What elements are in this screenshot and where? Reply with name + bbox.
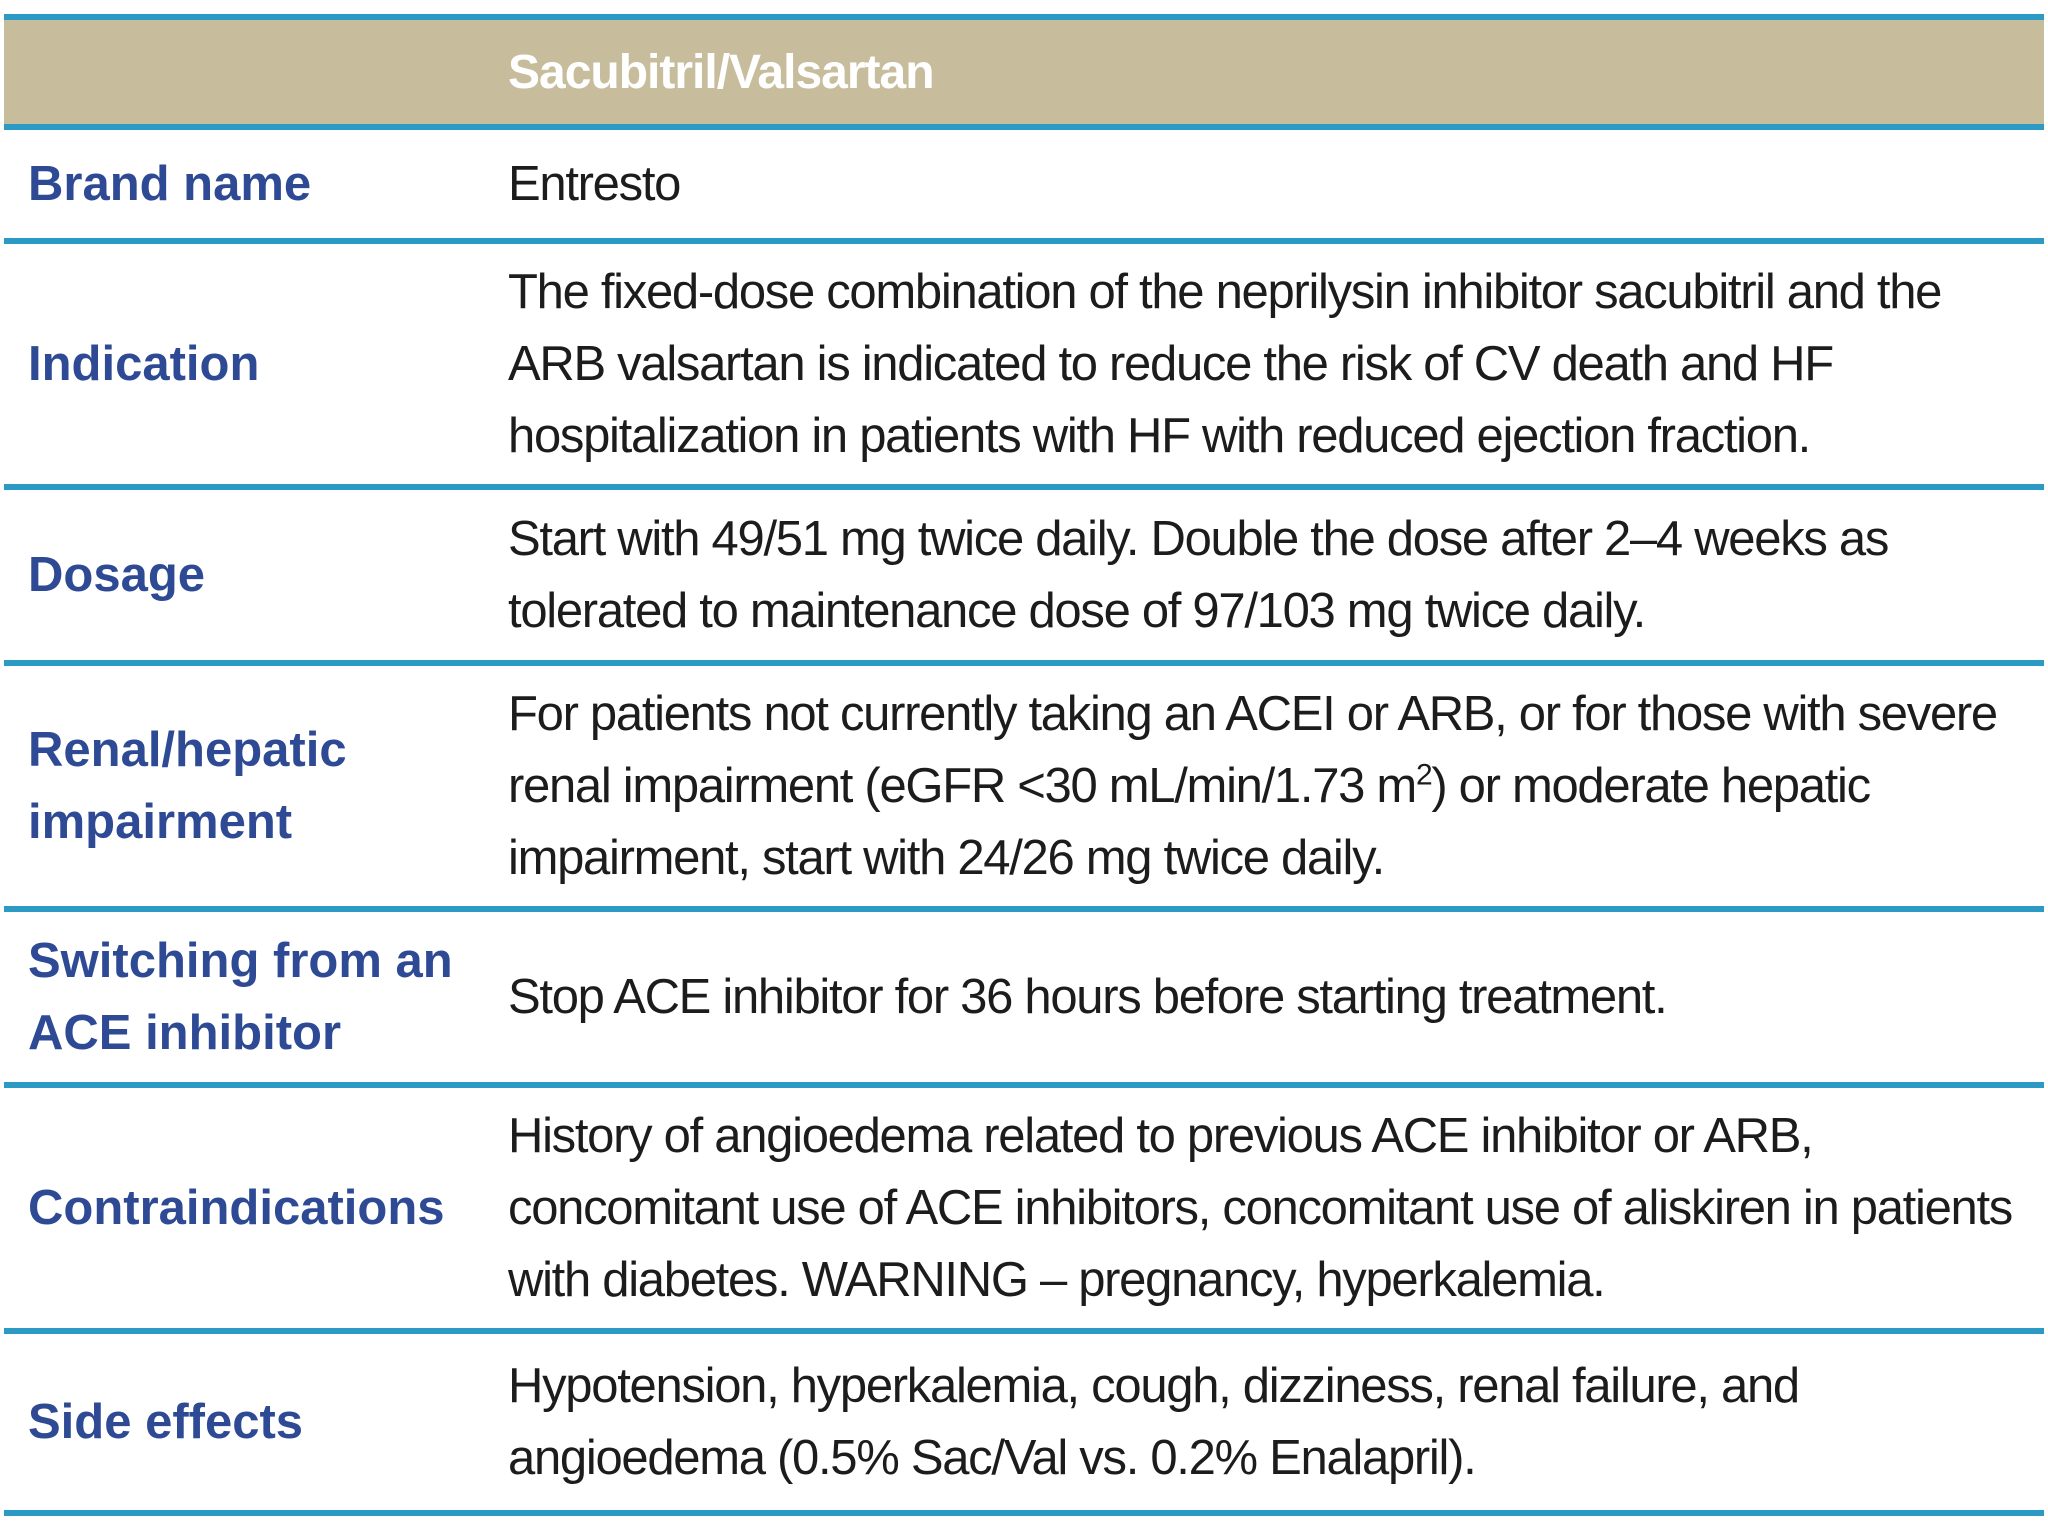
row-label-indication: Indication: [4, 241, 494, 487]
table-row-contraindications: [4, 1085, 2044, 1331]
table-header: [4, 17, 2044, 127]
row-value-dosage: Start with 49/51 mg twice daily. Double the dose after 2–4 weeks as tolerated to maintenance dose of 97/103 mg twice daily.: [494, 487, 2044, 663]
row-label-contraindications: Contraindications: [4, 1085, 494, 1331]
renal-text-after: ) or moderate hepatic impairment, start with 24/26 mg twice daily.: [508, 759, 1870, 885]
table-row-indication: [4, 241, 2044, 487]
table-row-brand-name: [4, 127, 2044, 241]
renal-superscript: 2: [1415, 758, 1432, 792]
row-label-switching: Switching from an ACE inhibitor: [4, 909, 494, 1085]
row-value-side-effects: Hypotension, hyperkalemia, cough, dizziness, renal failure, and angioedema (0.5% Sac/Val vs. 0.2% Enalapril).: [494, 1331, 2044, 1513]
table-body: [4, 127, 2044, 1513]
row-value-brand-name: Entresto: [494, 127, 2044, 241]
table-row-switching: [4, 909, 2044, 1085]
table-row-renal-hepatic: [4, 663, 2044, 909]
table-row-side-effects: [4, 1331, 2044, 1513]
row-value-renal-hepatic: [494, 663, 2044, 909]
row-label-brand-name: Brand name: [4, 127, 494, 241]
drug-name-heading: Sacubitril/Valsartan: [494, 17, 2044, 127]
row-label-renal-hepatic: Renal/hepatic impairment: [4, 663, 494, 909]
header-row: [4, 17, 2044, 127]
row-label-side-effects: Side effects: [4, 1331, 494, 1513]
table-row-dosage: [4, 487, 2044, 663]
row-label-dosage: Dosage: [4, 487, 494, 663]
row-value-contraindications: History of angioedema related to previous ACE inhibitor or ARB, concomitant use of ACE inhibitors, concomitant use of aliskiren in patients with diabetes. WARNING – pregnancy, hyperkalemia.: [494, 1085, 2044, 1331]
header-blank-cell: [4, 17, 494, 127]
row-value-switching: Stop ACE inhibitor for 36 hours before starting treatment.: [494, 909, 2044, 1085]
drug-info-table: [4, 14, 2044, 1516]
renal-text-before: For patients not currently taking an ACEI or ARB, or for those with severe renal impairment (eGFR <30 mL/min/1.73 m: [508, 687, 1997, 813]
row-value-indication: The fixed-dose combination of the neprilysin inhibitor sacubitril and the ARB valsartan is indicated to reduce the risk of CV death and HF hospitalization in patients with HF with reduced ejection fraction.: [494, 241, 2044, 487]
